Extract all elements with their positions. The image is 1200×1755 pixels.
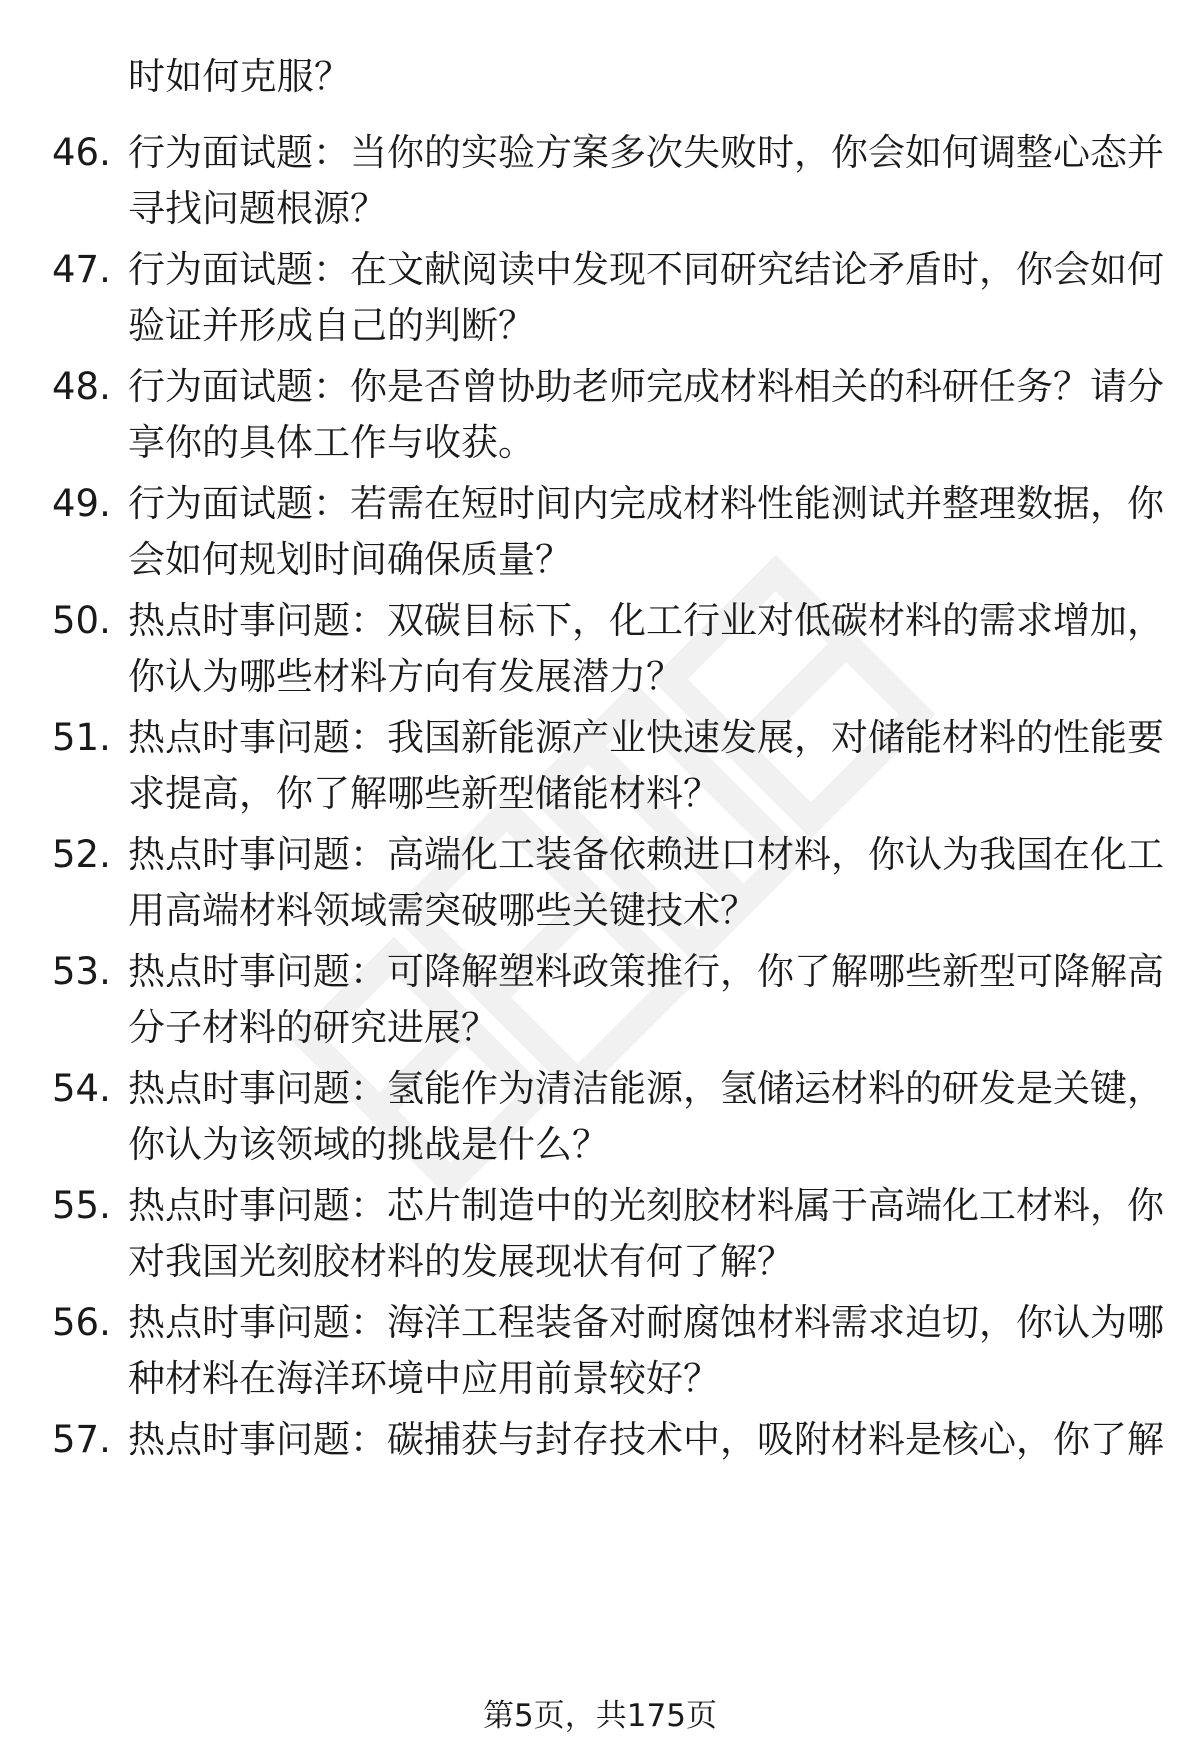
item-text-line: 热点时事问题：碳捕获与封存技术中，吸附材料是核心，你了解 bbox=[128, 1418, 1164, 1461]
item-text bbox=[128, 125, 1164, 237]
item-text-line: 行为面试题：当你的实验方案多次失败时，你会如何调整心态并 bbox=[128, 131, 1164, 174]
item-number: 56. bbox=[52, 1301, 111, 1344]
item-text-line: 求提高，你了解哪些新型储能材料？ bbox=[128, 772, 720, 815]
item-number: 51. bbox=[52, 716, 111, 759]
list-item bbox=[0, 827, 1200, 939]
item-text-line: 会如何规划时间确保质量？ bbox=[128, 538, 572, 581]
item-number: 52. bbox=[52, 833, 111, 876]
item-text-line: 行为面试题：在文献阅读中发现不同研究结论矛盾时，你会如何 bbox=[128, 248, 1164, 291]
item-text-line: 热点时事问题：可降解塑料政策推行，你了解哪些新型可降解高 bbox=[128, 950, 1164, 993]
item-number: 47. bbox=[52, 248, 111, 291]
item-number: 49. bbox=[52, 482, 111, 525]
item-text bbox=[128, 710, 1164, 822]
item-text-line: 热点时事问题：氢能作为清洁能源，氢储运材料的研发是关键， bbox=[128, 1067, 1164, 1110]
item-text-line: 验证并形成自己的判断？ bbox=[128, 304, 535, 347]
item-text bbox=[128, 593, 1164, 705]
item-number: 57. bbox=[52, 1418, 111, 1461]
list-item bbox=[0, 1412, 1200, 1524]
item-number: 55. bbox=[52, 1184, 111, 1227]
list-item bbox=[0, 1178, 1200, 1290]
item-text-line: 热点时事问题：双碳目标下，化工行业对低碳材料的需求增加， bbox=[128, 599, 1164, 642]
list-item bbox=[0, 593, 1200, 705]
item-text-line: 热点时事问题：芯片制造中的光刻胶材料属于高端化工材料，你 bbox=[128, 1184, 1164, 1227]
list-item bbox=[0, 476, 1200, 588]
list-item bbox=[0, 1295, 1200, 1407]
page-footer: 第5页，共175页 bbox=[483, 1698, 717, 1734]
list-item bbox=[0, 359, 1200, 471]
item-text-line: 对我国光刻胶材料的发展现状有何了解？ bbox=[128, 1240, 794, 1283]
item-text bbox=[128, 359, 1164, 471]
item-text-line: 行为面试题：若需在短时间内完成材料性能测试并整理数据，你 bbox=[128, 482, 1164, 525]
item-text bbox=[128, 1295, 1164, 1407]
item-text bbox=[128, 476, 1164, 588]
list-item bbox=[0, 710, 1200, 822]
item-text bbox=[128, 1178, 1164, 1290]
item-text bbox=[128, 827, 1164, 939]
item-text-line: 分子材料的研究进展？ bbox=[128, 1006, 498, 1049]
item-text-line: 行为面试题：你是否曾协助老师完成材料相关的科研任务？请分 bbox=[128, 365, 1164, 408]
item-text-line: 享你的具体工作与收获。 bbox=[128, 421, 535, 464]
item-text bbox=[128, 242, 1164, 354]
item-text-line: 热点时事问题：我国新能源产业快速发展，对储能材料的性能要 bbox=[128, 716, 1164, 759]
list-item bbox=[0, 242, 1200, 354]
item-text-line: 你认为该领域的挑战是什么？ bbox=[128, 1123, 609, 1166]
list-item bbox=[0, 1061, 1200, 1173]
item-number: 48. bbox=[52, 365, 111, 408]
list-item bbox=[0, 944, 1200, 1056]
item-text-line: 你认为哪些材料方向有发展潜力？ bbox=[128, 655, 683, 698]
item-number: 54. bbox=[52, 1067, 111, 1110]
continued-text-line: 时如何克服？ bbox=[128, 55, 352, 98]
item-text bbox=[128, 1061, 1164, 1173]
item-text-line: 热点时事问题：海洋工程装备对耐腐蚀材料需求迫切，你认为哪 bbox=[128, 1301, 1164, 1344]
item-text-line: 热点时事问题：高端化工装备依赖进口材料，你认为我国在化工 bbox=[128, 833, 1164, 876]
item-number: 50. bbox=[52, 599, 111, 642]
item-text-line: 用高端材料领域需突破哪些关键技术？ bbox=[128, 889, 757, 932]
item-text-line: 种材料在海洋环境中应用前景较好？ bbox=[128, 1357, 720, 1400]
item-text-line: 寻找问题根源？ bbox=[128, 187, 387, 230]
item-number: 53. bbox=[52, 950, 111, 993]
item-text bbox=[128, 1412, 1164, 1468]
list-item bbox=[0, 125, 1200, 237]
item-number: 46. bbox=[52, 131, 111, 174]
item-text bbox=[128, 944, 1164, 1056]
